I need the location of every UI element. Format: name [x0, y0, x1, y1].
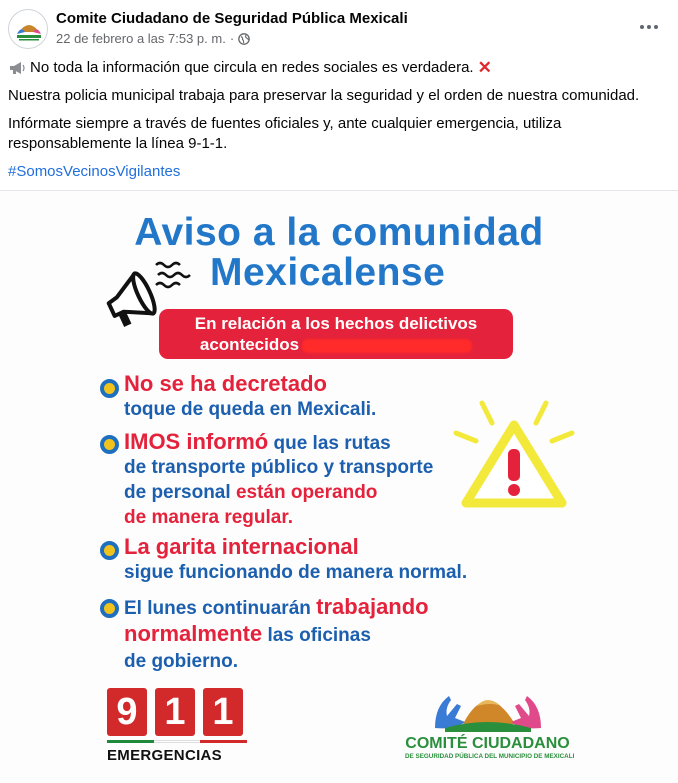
bullet-icon — [100, 599, 119, 618]
bullet-icon — [100, 541, 119, 560]
bullet-icon — [100, 379, 119, 398]
item-2-line-2: de transporte público y transporte — [124, 457, 434, 478]
item-3-highlight: La garita internacional — [124, 534, 359, 559]
comite-logo-icon — [9, 10, 48, 49]
item-2-highlight: IMOS informó — [124, 429, 269, 454]
post-line-1 — [8, 58, 668, 78]
post-line-3: Infórmate siempre a través de fuentes oficiales y, ante cualquier emergencia, utiliza responsablemente la línea 9-1-1. — [8, 115, 562, 152]
item-2-line-1 — [124, 431, 391, 455]
item-4-line-3: de gobierno. — [124, 651, 238, 672]
item-1-text: toque de queda en Mexicali. — [124, 399, 377, 420]
more-horizontal-icon — [640, 25, 644, 29]
item-2-line-4: de manera regular. — [124, 507, 293, 528]
flag-stripes — [107, 740, 247, 743]
item-3-text: sigue funcionando de manera normal. — [124, 562, 468, 583]
redaction-mark — [302, 339, 472, 353]
emergency-digit: 9 — [107, 688, 147, 736]
item-4-highlight-c: normalmente — [124, 621, 263, 646]
page-name[interactable]: Comite Ciudadano de Seguridad Pública Mexicali — [56, 10, 408, 27]
org-name: COMITÉ CIUDADANO — [405, 735, 570, 752]
banner-line-2 — [159, 334, 513, 355]
post-line-1-text: No toda la información que circula en redes sociales es verdadera. — [30, 59, 474, 76]
post-line-2: Nuestra policia municipal trabaja para preservar la seguridad y el orden de nuestra comunidad. — [8, 87, 640, 104]
more-options-button[interactable] — [636, 14, 662, 40]
more-dot — [654, 25, 658, 29]
item-2-line-3 — [124, 482, 377, 504]
hands-mountain-icon — [405, 676, 570, 734]
item-1-highlight: No se ha decretado — [124, 371, 327, 396]
item-4-line-1 — [124, 596, 429, 620]
warning-icon — [450, 391, 578, 513]
more-dot — [647, 25, 651, 29]
org-subtitle: DE SEGURIDAD PÚBLICA DEL MUNICIPIO DE MEXICALI — [405, 753, 575, 760]
emergency-digit: 1 — [155, 688, 195, 736]
bullet-icon — [100, 435, 119, 454]
post-meta — [56, 31, 250, 46]
emergency-911-logo — [107, 688, 247, 772]
comite-ciudadano-logo — [405, 676, 575, 776]
item-4-text-a: El lunes continuarán — [124, 598, 311, 619]
cross-mark-icon: ✕ — [477, 58, 492, 77]
post-image[interactable] — [0, 191, 678, 783]
flyer-title-line-2: Mexicalense — [210, 251, 446, 294]
hashtag-link[interactable]: #SomosVecinosVigilantes — [8, 163, 181, 180]
item-2-text-a: que las rutas — [273, 433, 391, 454]
flyer-title-line-1: Aviso a la comunidad — [134, 211, 544, 254]
post-header — [0, 0, 678, 60]
item-4-text-d: las oficinas — [267, 625, 371, 646]
flyer-banner — [159, 309, 513, 359]
banner-line-2-text: acontecidos — [199, 335, 300, 354]
meta-separator: · — [229, 31, 235, 46]
megaphone-icon — [8, 60, 26, 76]
globe-icon[interactable] — [238, 33, 250, 45]
post-timestamp[interactable]: 22 de febrero a las 7:53 p. m. — [56, 31, 226, 46]
item-4-highlight-b: trabajando — [316, 594, 429, 619]
emergency-digit: 1 — [203, 688, 243, 736]
emergency-label: EMERGENCIAS — [107, 747, 222, 764]
post-body — [8, 58, 668, 190]
page-avatar[interactable] — [8, 9, 48, 49]
item-4-line-2 — [124, 623, 371, 647]
banner-line-1: En relación a los hechos delictivos — [194, 314, 478, 333]
item-2-text-d: están operando — [235, 482, 378, 503]
item-2-text-c: de personal — [124, 482, 231, 503]
